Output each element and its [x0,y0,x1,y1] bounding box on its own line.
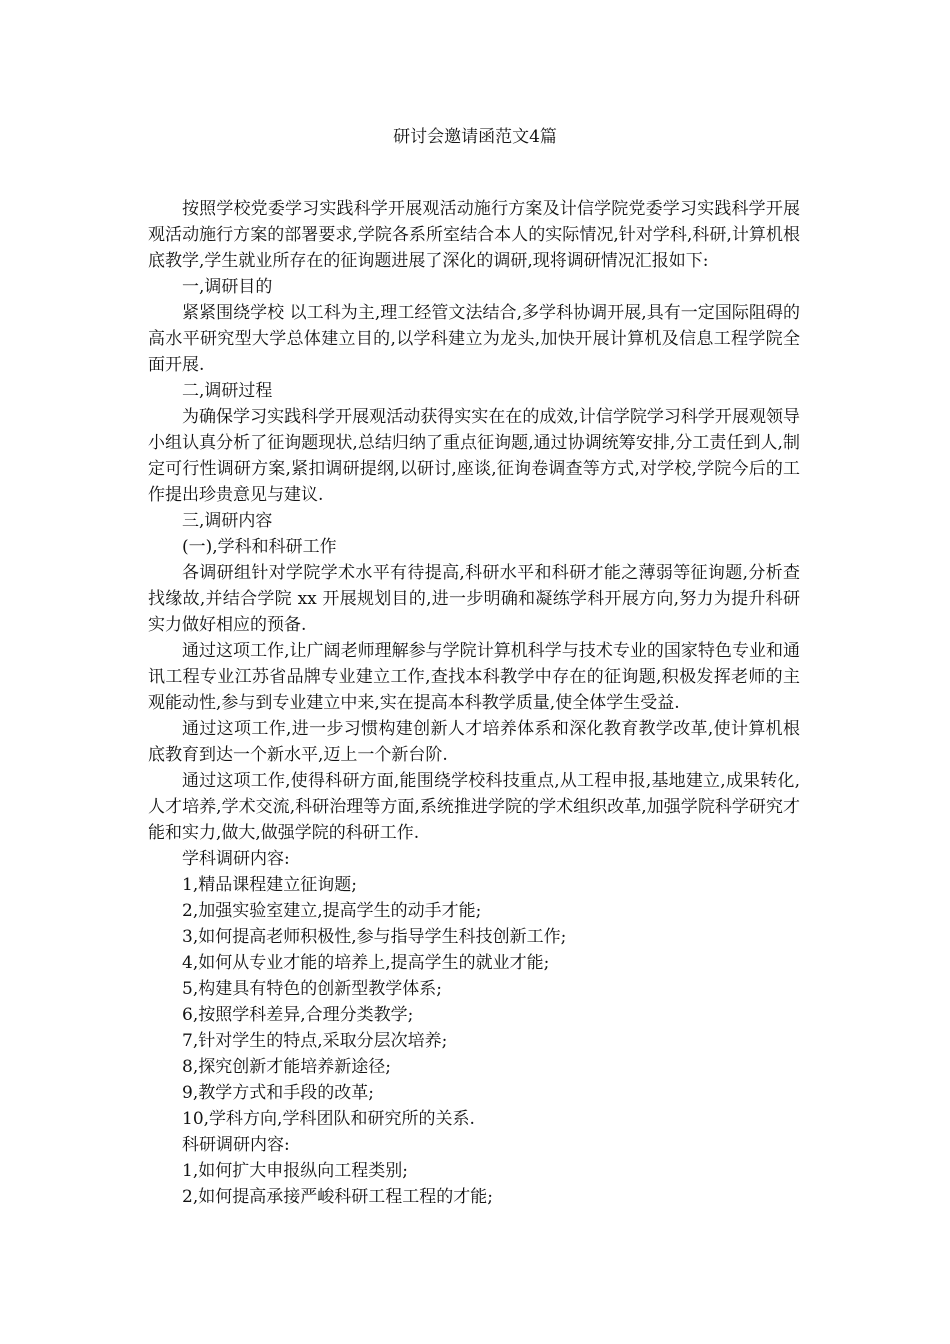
content-paragraph-1: 各调研组针对学院学术水平有待提高,科研水平和科研才能之薄弱等征询题,分析查找缘故,并结合学院 xx 开展规划目的,进一步明确和凝练学科开展方向,努力为提升科研实力做好相应的预备. [148,563,800,635]
research-list-heading: 科研调研内容: [182,1135,290,1155]
list-item: 8,探究创新才能培养新途径; [182,1057,391,1077]
list-item: 1,如何扩大申报纵向工程类别; [182,1161,408,1181]
section-heading-content: 三,调研内容 [182,511,273,531]
list-item: 10,学科方向,学科团队和研究所的关系. [182,1109,475,1129]
list-item: 6,按照学科差异,合理分类教学; [182,1005,414,1025]
list-item: 5,构建具有特色的创新型教学体系; [182,979,442,999]
list-item: 3,如何提高老师积极性,参与指导学生科技创新工作; [182,927,567,947]
list-item: 7,针对学生的特点,采取分层次培养; [182,1031,448,1051]
process-paragraph: 为确保学习实践科学开展观活动获得实实在在的成效,计信学院学习科学开展观领导小组认真分析了征询题现状,总结归纳了重点征询题,通过协调统筹安排,分工责任到人,制定可行性调研方案,紧扣调研提纲,以研讨,座谈,征询卷调查等方式,对学校,学院今后的工作提出珍贵意见与建议. [148,407,800,505]
discipline-list-heading: 学科调研内容: [182,849,290,869]
list-item: 2,如何提高承接严峻科研工程工程的才能; [182,1187,493,1207]
list-item: 2,加强实验室建立,提高学生的动手才能; [182,901,482,921]
list-item: 9,教学方式和手段的改革; [182,1083,374,1103]
list-item: 4,如何从专业才能的培养上,提高学生的就业才能; [182,953,550,973]
content-paragraph-4: 通过这项工作,使得科研方面,能围绕学校科技重点,从工程申报,基地建立,成果转化,人才培养,学术交流,科研治理等方面,系统推进学院的学术组织改革,加强学院科学研究才能和实力,做大,做强学院的科研工作. [148,771,800,843]
content-paragraph-3: 通过这项工作,进一步习惯构建创新人才培养体系和深化教育教学改革,使计算机根底教育到达一个新水平,迈上一个新台阶. [148,719,800,765]
section-heading-process: 二,调研过程 [182,381,273,401]
document-body [148,196,800,1210]
section-heading-purpose: 一,调研目的 [182,277,273,297]
document-title: 研讨会邀请函范文4篇 [393,127,557,147]
list-item: 1,精品课程建立征询题; [182,875,357,895]
subsection-heading-discipline-research: (一),学科和科研工作 [182,537,337,557]
intro-paragraph: 按照学校党委学习实践科学开展观活动施行方案及计信学院党委学习实践科学开展观活动施行方案的部署要求,学院各系所室结合本人的实际情况,针对学科,科研,计算机根底教学,学生就业所存在的征询题进展了深化的调研,现将调研情况汇报如下: [148,199,800,271]
content-paragraph-2: 通过这项工作,让广阔老师理解参与学院计算机科学与技术专业的国家特色专业和通讯工程专业江苏省品牌专业建立工作,查找本科教学中存在的征询题,积极发挥老师的主观能动性,参与到专业建立中来,实在提高本科教学质量,使全体学生受益. [148,641,800,713]
purpose-paragraph: 紧紧围绕学校 以工科为主,理工经管文法结合,多学科协调开展,具有一定国际阻碍的高水平研究型大学总体建立目的,以学科建立为龙头,加快开展计算机及信息工程学院全面开展. [148,303,800,375]
